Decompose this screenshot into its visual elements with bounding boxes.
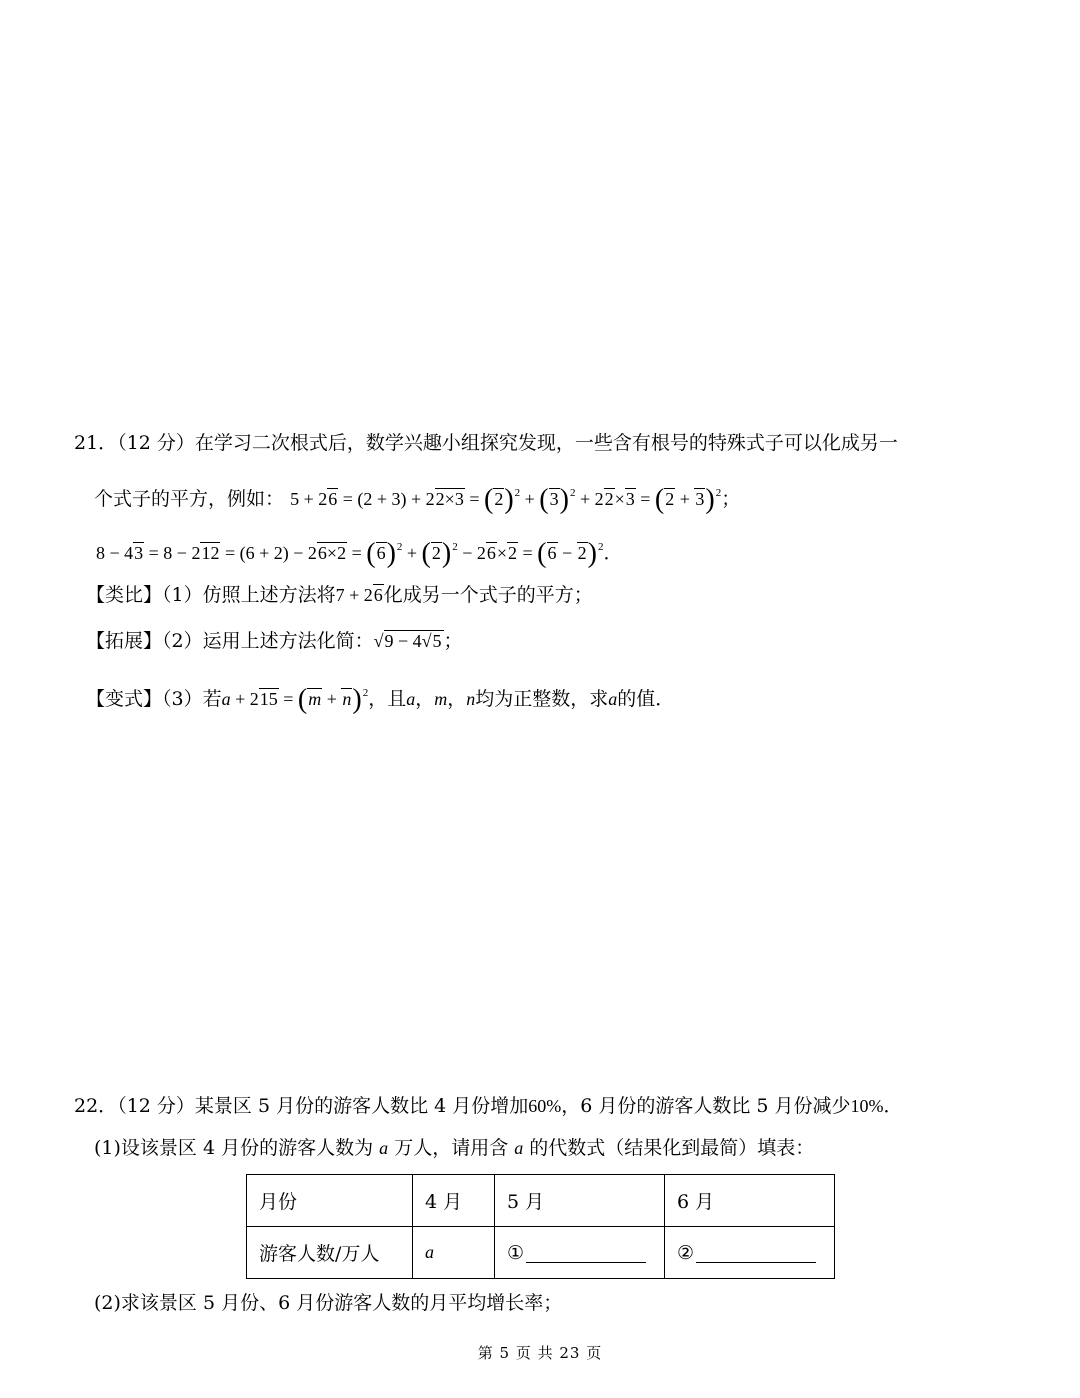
page-footer: 第 5 页 共 23 页	[477, 1344, 603, 1362]
variant-text-c: 均为正整数，求	[475, 688, 609, 710]
example-formula-2: $8 - 43 = 8 - 212 = (6 + 2) - 26\times 2 = (6)^2 + (2)^2 - 26\times 2 = (6 - 2)^2$	[96, 538, 604, 569]
q22-sub1-b: 万人，请用含	[394, 1137, 509, 1159]
header-may: 5 月	[495, 1175, 665, 1227]
header-april: 4 月	[413, 1175, 495, 1227]
variant-expr: $a + 215 = (m + n)^2$	[221, 684, 369, 715]
q21-line3-end: ．	[603, 542, 623, 564]
q21-intro: 在学习二次根式后，数学兴趣小组探究发现，一些含有根号的特殊式子可以化成另一	[194, 432, 898, 454]
q22-sub2-text: (2)求该景区 5 月份、6 月份游客人数的月平均增长率；	[94, 1292, 563, 1314]
analogy-expr: 7 + 26	[335, 585, 383, 605]
q21-number: 21．	[74, 432, 118, 454]
blank-2-line[interactable]	[696, 1242, 816, 1263]
table-row	[247, 1227, 835, 1279]
row-april-value: a	[413, 1227, 495, 1279]
q21-example-lead: 个式子的平方，例如：	[94, 488, 285, 510]
q21-line1	[74, 430, 898, 456]
table-header-row	[247, 1175, 835, 1227]
row-may-blank[interactable]	[495, 1227, 665, 1279]
q22-score: （12 分）	[117, 1095, 195, 1117]
q22-var-a-2: a	[514, 1138, 524, 1158]
header-june: 6 月	[665, 1175, 835, 1227]
q22-sub2	[94, 1290, 562, 1316]
visitor-table	[246, 1174, 835, 1279]
blank-1-marker: ①	[507, 1241, 525, 1264]
q22-pct2: 10%	[850, 1096, 884, 1116]
extend-text: （2）运用上述方法化简：	[162, 630, 374, 652]
row-label: 游客人数/万人	[247, 1227, 413, 1279]
variant-text-a: （3）若	[162, 688, 222, 710]
variant-var-n: n	[466, 689, 476, 709]
q22-sub1-a: (1)设该景区 4 月份的游客人数为	[94, 1137, 374, 1159]
q21-analogy	[86, 582, 593, 608]
analogy-tag: 【类比】	[86, 584, 163, 606]
q21-score: （12 分）	[117, 432, 195, 454]
extend-tag: 【拓展】	[86, 630, 163, 652]
q22-number: 22．	[74, 1095, 118, 1117]
variant-tag: 【变式】	[86, 688, 163, 710]
variant-text-b: ，且	[368, 688, 407, 710]
blank-2-marker: ②	[677, 1241, 695, 1264]
q21-variant: 【变式】（3）若$a + 215 = (m + n)^2$，且a，m，n均为正整数，求a的值．	[86, 684, 675, 715]
q22-line1-end: ．	[883, 1095, 903, 1117]
header-month: 月份	[247, 1175, 413, 1227]
example-formula-1: $5 + 26 = (2 + 3) + 22\times 3 = (2)^2 + (3)^2 + 22\times 3 = (2 + 3)^2$	[290, 484, 722, 515]
variant-var-a2: a	[608, 689, 618, 709]
q21-line2	[94, 480, 741, 515]
extend-expr: √9 − 4√5	[373, 631, 442, 651]
analogy-text-b: 化成另一个式子的平方；	[383, 584, 593, 606]
q22-sub1	[94, 1135, 814, 1161]
q21-extend	[86, 628, 463, 654]
extend-end: ；	[443, 630, 463, 652]
q22-text-b: ，6 月份的游客人数比 5 月份减少	[561, 1095, 851, 1117]
analogy-text-a: （1）仿照上述方法将	[162, 584, 336, 606]
blank-1-line[interactable]	[526, 1242, 646, 1263]
row-june-blank[interactable]	[665, 1227, 835, 1279]
variant-var-m: m	[434, 689, 448, 709]
variant-var-a: a	[406, 689, 416, 709]
variant-text-d: 的值．	[617, 688, 675, 710]
q22-pct1: 60%	[528, 1096, 562, 1116]
q22-line1	[74, 1093, 903, 1119]
q21-line2-end: ；	[721, 488, 741, 510]
q21-line3	[96, 534, 623, 569]
q22-sub1-c: 的代数式（结果化到最简）填表：	[529, 1137, 815, 1159]
q22-text-a: 某景区 5 月份的游客人数比 4 月份增加	[194, 1095, 529, 1117]
q22-var-a: a	[379, 1138, 389, 1158]
